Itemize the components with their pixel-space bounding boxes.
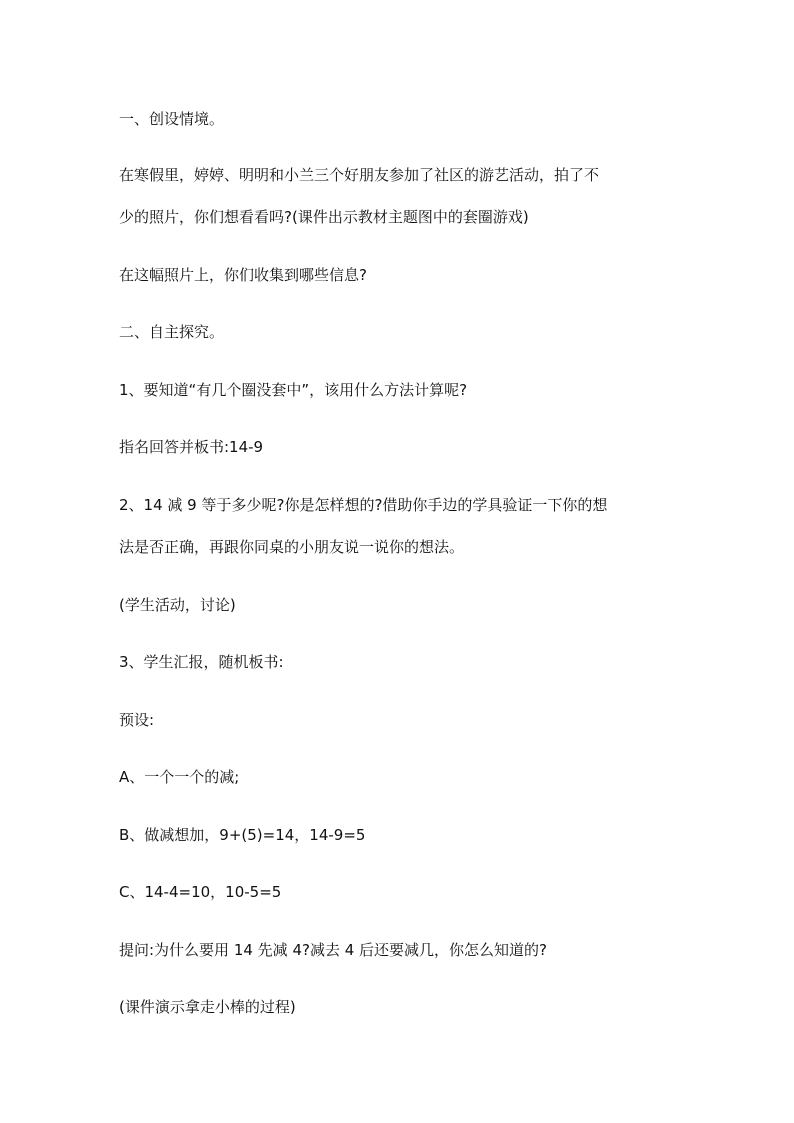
heading-create-situation: 一、创设情境。 bbox=[119, 110, 225, 128]
paragraph-line: 少的照片，你们想看看吗?(课件出示教材主题图中的套圈游戏) bbox=[119, 208, 529, 226]
heading-self-exploration: 二、自主探究。 bbox=[119, 323, 225, 341]
paragraph-line: 提问:为什么要用 14 先减 4?减去 4 后还要减几，你怎么知道的? bbox=[119, 941, 547, 959]
paragraph-line: 在这幅照片上，你们收集到哪些信息? bbox=[119, 266, 367, 284]
paragraph-line: (学生活动，讨论) bbox=[119, 596, 236, 614]
paragraph-line: 3、学生汇报，随机板书: bbox=[119, 653, 284, 671]
paragraph-line: B、做减想加，9+(5)=14，14-9=5 bbox=[119, 826, 366, 844]
paragraph-line: (课件演示拿走小棒的过程) bbox=[119, 998, 296, 1016]
paragraph-line: 指名回答并板书:14-9 bbox=[119, 438, 264, 456]
paragraph-line: 预设: bbox=[119, 711, 155, 729]
paragraph-line: 法是否正确，再跟你同桌的小朋友说一说你的想法。 bbox=[119, 538, 465, 556]
paragraph-line: 2、14 减 9 等于多少呢?你是怎样想的?借助你手边的学具验证一下你的想 bbox=[119, 496, 608, 514]
paragraph-line: 在寒假里，婷婷、明明和小兰三个好朋友参加了社区的游艺活动，拍了不 bbox=[119, 166, 600, 184]
paragraph-line: A、一个一个的减; bbox=[119, 768, 240, 786]
paragraph-line: 1、要知道“有几个圈没套中”，该用什么方法计算呢? bbox=[119, 381, 468, 399]
paragraph-line: C、14-4=10，10-5=5 bbox=[119, 883, 282, 901]
